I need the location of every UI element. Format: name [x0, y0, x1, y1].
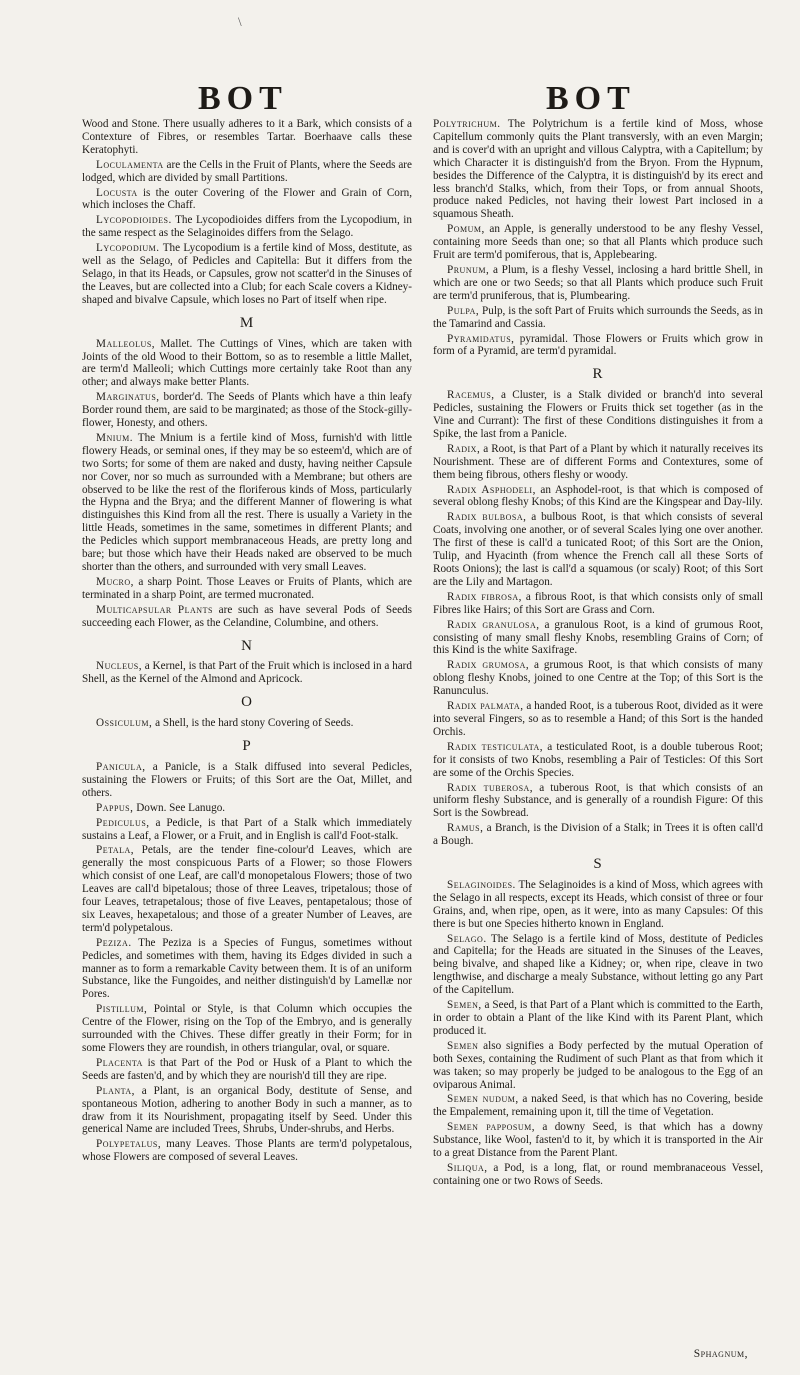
- entry-definition: a Kernel, is that Part of the Fruit which is inclosed in a hard Shell, as the Kernel of the Almond and Apricock.: [82, 660, 412, 686]
- glossary-entry: [82, 187, 412, 213]
- entry-term: Semen,: [447, 999, 482, 1012]
- entry-definition: a Cluster, is a Stalk divided or branch'd into several Pedicles, sustaining the Flowers or Fruits thick set together (as in the Vine and Currant): The first of these Conditions distinguishes it from a Spike, the last from a Panicle.: [433, 389, 763, 440]
- entry-term: Pomum,: [447, 223, 485, 236]
- entry-term: Radix testiculata,: [447, 740, 544, 753]
- entry-term: Lycopodium.: [96, 242, 160, 255]
- glossary-entry: [82, 1057, 412, 1083]
- entry-term: Planta,: [96, 1084, 135, 1097]
- entry-term: Multicapsular Plants: [96, 603, 213, 616]
- entry-definition: a Shell, is the hard stony Covering of Seeds.: [152, 717, 354, 730]
- entry-term: Mnium.: [96, 431, 134, 444]
- entry-term: Panicula,: [96, 760, 146, 773]
- entry-term: Radix fibrosa,: [447, 590, 522, 603]
- entry-term: Ossiculum,: [96, 717, 153, 730]
- running-head-left: BOT: [198, 80, 288, 117]
- entry-term: Radix,: [447, 442, 481, 455]
- entry-term: Radix granulosa,: [447, 618, 540, 631]
- entry-term: Peziza.: [96, 936, 132, 949]
- entry-definition: The Mnium is a fertile kind of Moss, furnish'd with little flowery Heads, or seminal ones, if they may be so esteem'd, which are of two Sorts; for some of them are naked and dusty, having neither Capsule nor Cover, nor so much as surrounded with a Membrane; but others are observed to be like the rest of the floriferous kinds of Moss, particularly the Hypna and the Brya; and the different Manner of flowering is what distinguishes this Kind from all the rest. There is usually a Variety in the little Heads, sometimes in the same, sometimes in different Plants; and the Pedicles which support membranaceous Heads, are pretty long and bare; but those which have their Heads naked are observed to be much shorter than the others, and surrounded with very small Leaves.: [82, 431, 412, 573]
- glossary-entry: [82, 844, 412, 934]
- entry-term: Radix Asphodeli,: [447, 483, 536, 496]
- entry-definition: a Pedicle, is that Part of a Stalk which immediately sustains a Leaf, a Flower, or a Fruit, and in English is call'd Foot-stalk.: [82, 816, 412, 842]
- entry-definition: a Branch, is the Division of a Stalk; in Trees it is often call'd a Bough.: [433, 822, 763, 848]
- section-letter: O: [241, 694, 253, 711]
- glossary-entry: [433, 879, 763, 931]
- entry-term: Pappus,: [96, 801, 134, 814]
- glossary-entry: [433, 118, 763, 221]
- entry-definition: Petals, are the tender fine-colour'd Leaves, which are generally the most conspicuous Parts of a Flower; so those Flowers which consist of one Leaf, are call'd monopetalous Flowers; those of two Leaves are call'd bipetalous; those of three Leaves, tripetalous; those of four Leaves, tetrapetalous; those of five Leaves, pentapetalous; those of six Leaves, hexapetalous; and those of a greater Number of Leaves, are term'd polypetalous.: [82, 844, 412, 934]
- entry-term: Lycopodioides.: [96, 214, 172, 227]
- glossary-entry: [433, 305, 763, 331]
- entry-term: Loculamenta: [96, 158, 164, 171]
- glossary-entry: [82, 660, 412, 686]
- entry-definition: an Apple, is generally understood to be any fleshy Vessel, containing more Seeds than one; so that all Plants which produce such Fruit are term'd pomiferous, that is, Applebearing.: [433, 223, 763, 262]
- entry-definition: a naked Seed, is that which has no Covering, beside the Empalement, remaining upon it, till the time of Vegetation.: [433, 1093, 763, 1119]
- section-letter: S: [593, 856, 603, 873]
- entry-term: Nucleus,: [96, 660, 142, 673]
- entry-definition: a grumous Root, is that which consists of many oblong fleshy Knobs, joined to one Centre at the Top; of this Sort is the Ranunculus.: [433, 659, 763, 698]
- glossary-entry: [433, 1162, 763, 1188]
- glossary-entry: [82, 937, 412, 1002]
- catchword: Sphagnum,: [693, 1348, 748, 1360]
- entry-definition: an Asphodel-root, is that which is composed of several oblong fleshy Knobs; of this Kind are the Kingspear and Day-lily.: [433, 483, 763, 509]
- left-column: [82, 118, 412, 1166]
- glossary-entry: [433, 511, 763, 588]
- entry-definition: a Plum, is a fleshy Vessel, inclosing a hard brittle Shell, in which are one or two Seeds; so that all Plants which produce such Fruit are term'd pruniferous, that is, Plumbearing.: [433, 263, 763, 302]
- entry-term: Mucro,: [96, 575, 134, 588]
- entry-definition: a Pod, is a long, flat, or round membranaceous Vessel, containing one or two Rows of Seeds.: [433, 1161, 763, 1187]
- entry-term: Polypetalus,: [96, 1138, 162, 1151]
- glossary-entry: [82, 717, 412, 730]
- entry-definition: a handed Root, is a tuberous Root, divided as it were into several Fingers, so as to resemble a Hand; of this Sort is the handed Orchis.: [433, 700, 763, 738]
- entry-definition: many Leaves. Those Plants are term'd polypetalous, whose Flowers are composed of several Leaves.: [82, 1138, 412, 1164]
- entry-definition: a fibrous Root, is that which consists only of small Fibres like Hairs; of this Sort are Grass and Corn.: [433, 590, 764, 616]
- entry-term: Siliqua,: [447, 1161, 488, 1174]
- entry-term: Pistillum,: [96, 1003, 148, 1016]
- entry-definition: Pointal or Style, is that Column which occupies the Centre of the Flower, rising on the Top of the Embryo, and is generally surrounded with the Chives. These differ greatly in their Form; for in some Flowers they are roundish, in others triangular, oval, or square.: [82, 1003, 412, 1054]
- entry-definition: a Root, is that Part of a Plant by which it naturally receives its Nourishment. These are of different Forms and Contextures, some of them being fibrous, others fleshy or woody.: [433, 442, 763, 481]
- glossary-entry: [82, 576, 412, 602]
- glossary-entry: [433, 659, 763, 698]
- entry-term: Ramus,: [447, 822, 484, 835]
- glossary-entry: [82, 1138, 412, 1164]
- glossary-entry: [433, 264, 763, 303]
- entry-term: Pediculus,: [96, 816, 150, 829]
- entry-term: Pulpa,: [447, 304, 480, 317]
- entry-term: Placenta: [96, 1056, 143, 1069]
- entry-definition: a granulous Root, is a kind of grumous Root, consisting of many small fleshy Knobs, resembling Grains of Corn; of this Kind is the white Saxifrage.: [433, 618, 764, 657]
- entry-definition: a Seed, is that Part of a Plant which is committed to the Earth, in order to obtain a Plant of the like Kind with its Parent Plant, which produced it.: [433, 999, 763, 1037]
- right-column: [433, 118, 763, 1190]
- entry-term: Semen nudum,: [447, 1093, 519, 1106]
- entry-term: Radix bulbosa,: [447, 511, 527, 524]
- glossary-entry: [82, 242, 412, 307]
- glossary-entry: [433, 484, 763, 510]
- glossary-entry: [433, 999, 763, 1038]
- entry-definition: a downy Seed, is that which has a downy Substance, like Wool, fasten'd to it, by which it is transported in the Air to a great Distance from the Parent Plant.: [433, 1121, 764, 1160]
- glossary-entry: [82, 391, 412, 430]
- glossary-entry: [82, 1085, 412, 1137]
- section-letter: P: [242, 738, 252, 755]
- glossary-entry: [433, 741, 763, 780]
- glossary-entry: [82, 761, 412, 800]
- entry-definition: The Lycopodioides differs from the Lycopodium, in the same respect as the Selaginoides differs from the Selago.: [82, 214, 412, 240]
- entry-definition: are the Cells in the Fruit of Plants, where the Seeds are lodged, which are divided by small Partitions.: [82, 158, 412, 184]
- entry-term: Petala,: [96, 844, 135, 857]
- section-letter: N: [241, 637, 253, 654]
- entry-definition: is the outer Covering of the Flower and Grain of Corn, which incloses the Chaff.: [82, 186, 412, 212]
- fold-mark: \: [238, 14, 242, 29]
- entry-term: Selaginoides.: [447, 878, 516, 891]
- entry-definition: border'd. The Seeds of Plants which have a thin leafy Border round them, are said to be marginated; as those of the Stock-gilly-flower, Honesty, and others.: [82, 391, 412, 430]
- section-letter: R: [592, 366, 604, 383]
- entry-definition: a tuberous Root, is that which consists of an uniform fleshy Substance, and is generally of a roundish Figure: Of this Sort is the Sowbread.: [433, 781, 763, 820]
- entry-definition: Down. See Lanugo.: [133, 801, 226, 814]
- entry-definition: is that Part of the Pod or Husk of a Plant to which the Seeds are fasten'd, and by which they are nourish'd till they are ripe.: [82, 1056, 412, 1082]
- entry-definition: pyramidal. Those Flowers or Fruits which grow in form of a Pyramid, are term'd pyramidal.: [433, 332, 763, 358]
- glossary-entry: [433, 1121, 763, 1160]
- glossary-entry: [82, 817, 412, 843]
- glossary-entry: [82, 338, 412, 390]
- entry-definition: a bulbous Root, is that which consists of several Coats, involving one another, or of several Scales lying one over another. The first of these is call'd a tunicated Root; of this Sort are the Onion, Tulip, and Hyacinth (from whence the French call all these Sorts of Roots Onions); the last is call'd a squamous (or scaly) Root; of this Sort are the Lily and Martagon.: [433, 511, 763, 588]
- section-letter: M: [239, 314, 255, 331]
- glossary-entry: [82, 118, 412, 157]
- entry-term: Pyramidatus,: [447, 332, 515, 345]
- entry-definition: The Polytrichum is a fertile kind of Moss, whose Capitellum commonly quits the Plant transversly, with an even Margin; and is cover'd with an upright and villous Calyptra, with a Capitellum; by which Character it is distinguish'd from the Bryon. From the Hypnum, besides the Difference of the Calyptra, it is distinguish'd by its erect and less branch'd Stalks, which, from their Tops, or from annual Shoots, produce naked Pedicles, not having their lowest Part inclosed in a squamous Sheath.: [433, 118, 763, 221]
- glossary-entry: [82, 802, 412, 815]
- running-head-right: BOT: [546, 80, 636, 117]
- entry-definition: are such as have several Pods of Seeds succeeding each Flower, as the Celandine, Columbine, and others.: [82, 603, 412, 629]
- entry-definition: a Plant, is an organical Body, destitute of Sense, and spontaneous Motion, adhering to another Body in such a manner, as to draw from it its Nourishment, propagating itself by Seed. Under this generical Name are included Trees, Shrubs, Under-shrubs, and Herbs.: [82, 1084, 412, 1136]
- glossary-entry: [433, 619, 763, 658]
- glossary-entry: [82, 432, 412, 574]
- entry-definition: The Selago is a fertile kind of Moss, destitute of Pedicles and Capitella; for the Heads are situated in the Sinuses of the Leaves, being bivalve, and shaped like a Kidney; or, when ripe, cleave in two lengthwise, and discharge a mealy Substance, without letting go any Part of the Capitellum.: [433, 932, 763, 997]
- entry-term: Radix palmata,: [447, 700, 524, 713]
- glossary-entry: [433, 782, 763, 821]
- entry-definition: The Selaginoides is a kind of Moss, which agrees with the Selago in all respects, except its Heads, which consist of three or four Grains, and, when ripe, open, as it were, into as many Capsules: Of this there is but one Species hitherto known in England.: [433, 878, 763, 930]
- glossary-entry: [433, 591, 763, 617]
- entry-definition: also signifies a Body perfected by the mutual Operation of both Sexes, containing the Rudiment of such Plant as that from which it was taken; so may properly be judged to be analogous to the Egg of an oviparous Animal.: [433, 1039, 763, 1091]
- entry-term: Marginatus,: [96, 391, 160, 404]
- entry-term: Polytrichum.: [433, 118, 501, 130]
- entry-definition: Wood and Stone. There usually adheres to it a Bark, which consists of a Contexture of Fibres, or resembles Tartar. Boerhaave calls these Keratophyti.: [82, 118, 412, 156]
- entry-term: Locusta: [96, 186, 138, 199]
- entry-term: Prunum,: [447, 263, 490, 276]
- entry-term: Malleolus,: [96, 337, 156, 350]
- glossary-entry: [82, 1003, 412, 1055]
- entry-definition: The Lycopodium is a fertile kind of Moss, destitute, as well as the Selago, of Pedicles and Capitella: But it differs from the Selago, in that its Heads, or Capsules, grow not scatter'd in the Sinuses of the Leaves, but are collected into a Club; for each Scale covers a Kidney-shaped and bivalve Capsule, which loses no Part of itself when ripe.: [82, 242, 412, 306]
- glossary-entry: [433, 1040, 763, 1092]
- entry-term: Semen papposum,: [447, 1121, 536, 1134]
- entry-definition: The Peziza is a Species of Fungus, sometimes without Pedicles, and sometimes with them, having its Edges divided in such a manner as to form a remarkable Cavity between them. It is of an uniform Substance, like the Fungoides, and neither distinguish'd by Lamellæ nor Pores.: [82, 936, 412, 1001]
- entry-definition: a Panicle, is a Stalk diffused into several Pedicles, sustaining the Flowers or Fruits; of this Sort are the Oat, Millet, and others.: [82, 760, 412, 799]
- glossary-entry: [82, 604, 412, 630]
- glossary-entry: [433, 443, 763, 482]
- entry-definition: Mallet. The Cuttings of Vines, which are taken with Joints of the old Wood to their Bottom, so as to resemble a little Mallet, are term'd Malleoli; which Cuttings more certainly take Root than any other; and always make better Plants.: [82, 337, 412, 389]
- glossary-entry: [82, 159, 412, 185]
- entry-term: Selago.: [447, 932, 487, 945]
- glossary-entry: [433, 223, 763, 262]
- entry-term: Racemus,: [447, 389, 495, 402]
- glossary-entry: [433, 933, 763, 998]
- entry-term: Semen: [447, 1039, 479, 1052]
- entry-term: Radix grumosa,: [447, 659, 530, 672]
- entry-term: Radix tuberosa,: [447, 781, 534, 794]
- entry-definition: a testiculated Root, is a double tuberous Root; for it consists of two Knobs, resembling a Pair of Testicles: Of this Sort are some of the Orchis Species.: [433, 740, 763, 779]
- glossary-entry: [433, 700, 763, 739]
- glossary-entry: [82, 214, 412, 240]
- glossary-entry: [433, 1093, 763, 1119]
- glossary-entry: [433, 333, 763, 359]
- glossary-entry: [433, 822, 763, 848]
- entry-definition: a sharp Point. Those Leaves or Fruits of Plants, which are terminated in a sharp Point, are termed mucronated.: [82, 575, 412, 601]
- glossary-entry: [433, 389, 763, 441]
- entry-definition: Pulp, is the soft Part of Fruits which surrounds the Seeds, as in the Tamarind and Cassia.: [433, 304, 763, 330]
